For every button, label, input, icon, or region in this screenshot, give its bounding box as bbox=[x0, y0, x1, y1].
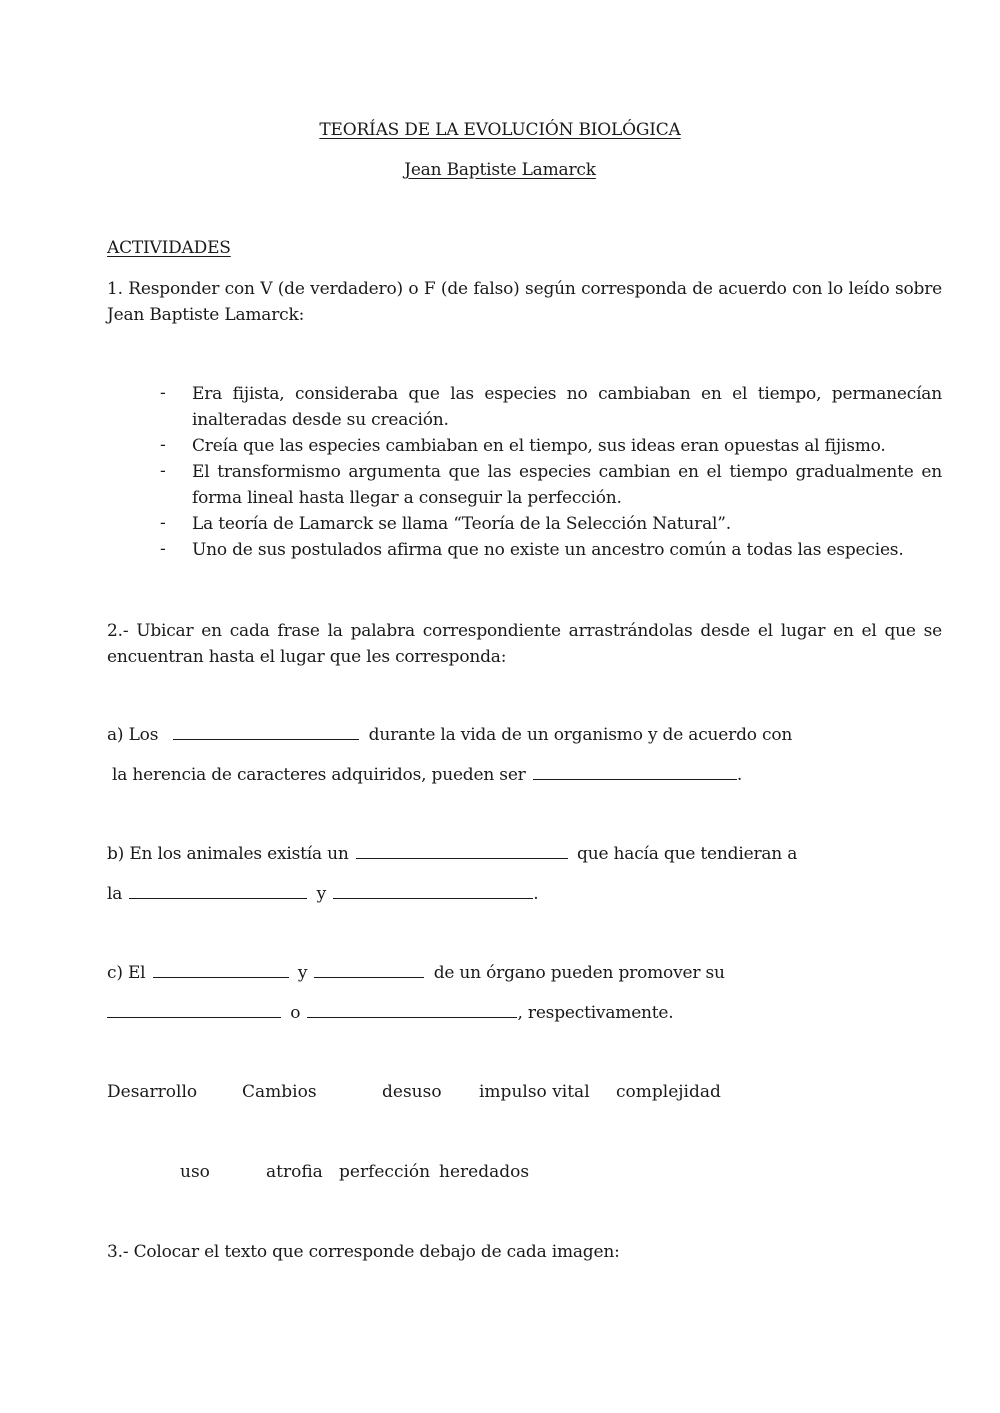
document-subtitle-text: Jean Baptiste Lamarck bbox=[404, 160, 596, 180]
bullet-dash: - bbox=[160, 435, 166, 455]
q2a-line2 bbox=[112, 765, 742, 785]
drop-blank[interactable] bbox=[333, 884, 533, 899]
q2-prompt: 2.- Ubicar en cada frase la palabra correspondiente arrastrándolas desde el lugar en el que se encuentran hasta el lugar que les corresponda: bbox=[107, 621, 942, 667]
q1-prompt: 1. Responder con V (de verdadero) o F (de falso) según corresponda de acuerdo con lo leído sobre Jean Baptiste Lamarck: bbox=[107, 279, 942, 325]
q2a-text: durante la vida de un organismo y de acuerdo con bbox=[368, 725, 793, 745]
bullet-dash: - bbox=[160, 461, 166, 481]
q2a-line1 bbox=[107, 725, 792, 745]
q2b-text: . bbox=[533, 884, 539, 904]
document-subtitle bbox=[0, 160, 1000, 180]
q2c-line2 bbox=[107, 1003, 674, 1023]
draggable-word[interactable]: complejidad bbox=[616, 1082, 721, 1102]
bullet-dash: - bbox=[160, 513, 166, 533]
q2c-text: o bbox=[290, 1003, 301, 1023]
q2c-text: c) El bbox=[107, 963, 146, 983]
drop-blank[interactable] bbox=[533, 765, 737, 780]
q2b-text: y bbox=[316, 884, 327, 904]
q2a-text: la herencia de caracteres adquiridos, pueden ser bbox=[112, 765, 526, 785]
q3-prompt: 3.- Colocar el texto que corresponde debajo de cada imagen: bbox=[107, 1242, 620, 1262]
q2c-text: , respectivamente. bbox=[517, 1003, 674, 1023]
q2b-line1 bbox=[107, 844, 797, 864]
drop-blank[interactable] bbox=[356, 844, 568, 859]
q2a-text: a) Los bbox=[107, 725, 159, 745]
draggable-word[interactable]: impulso vital bbox=[479, 1082, 590, 1102]
q1-statement: Creía que las especies cambiaban en el tiempo, sus ideas eran opuestas al fijismo. bbox=[192, 436, 886, 456]
drop-blank[interactable] bbox=[307, 1003, 517, 1018]
draggable-word[interactable]: atrofia bbox=[266, 1162, 323, 1182]
q2c-text: de un órgano pueden promover su bbox=[433, 963, 725, 983]
q2b-text: b) En los animales existía un bbox=[107, 844, 349, 864]
q1-statement: Era fijista, consideraba que las especies no cambiaban en el tiempo, permanecían inalteradas desde su creación. bbox=[192, 384, 942, 430]
draggable-word[interactable]: Desarrollo bbox=[107, 1082, 198, 1102]
draggable-word[interactable]: uso bbox=[180, 1162, 210, 1182]
bullet-dash: - bbox=[160, 383, 166, 403]
q2b-text: la bbox=[107, 884, 123, 904]
q2c-text: y bbox=[297, 963, 308, 983]
q1-statement: El transformismo argumenta que las especies cambian en el tiempo gradualmente en forma lineal hasta llegar a conseguir la perfección. bbox=[192, 462, 942, 508]
q2b-line2 bbox=[107, 884, 538, 904]
q2c-line1 bbox=[107, 963, 725, 983]
drop-blank[interactable] bbox=[173, 725, 359, 740]
q2a-text: . bbox=[736, 765, 743, 785]
q1-statement: Uno de sus postulados afirma que no existe un ancestro común a todas las especies. bbox=[192, 540, 904, 560]
bullet-dash: - bbox=[160, 539, 166, 559]
draggable-word[interactable]: desuso bbox=[382, 1082, 442, 1102]
drop-blank[interactable] bbox=[314, 963, 424, 978]
draggable-word[interactable]: perfección bbox=[339, 1162, 431, 1182]
document-title-text: TEORÍAS DE LA EVOLUCIÓN BIOLÓGICA bbox=[319, 120, 681, 140]
drop-blank[interactable] bbox=[107, 1003, 281, 1018]
document-title bbox=[0, 120, 1000, 140]
drop-blank[interactable] bbox=[129, 884, 307, 899]
drop-blank[interactable] bbox=[153, 963, 289, 978]
q2b-text: que hacía que tendieran a bbox=[577, 844, 798, 864]
q1-statement: La teoría de Lamarck se llama “Teoría de la Selección Natural”. bbox=[192, 514, 731, 534]
draggable-word[interactable]: Cambios bbox=[242, 1082, 317, 1102]
draggable-word[interactable]: heredados bbox=[439, 1162, 530, 1182]
section-heading: ACTIVIDADES bbox=[107, 238, 231, 258]
